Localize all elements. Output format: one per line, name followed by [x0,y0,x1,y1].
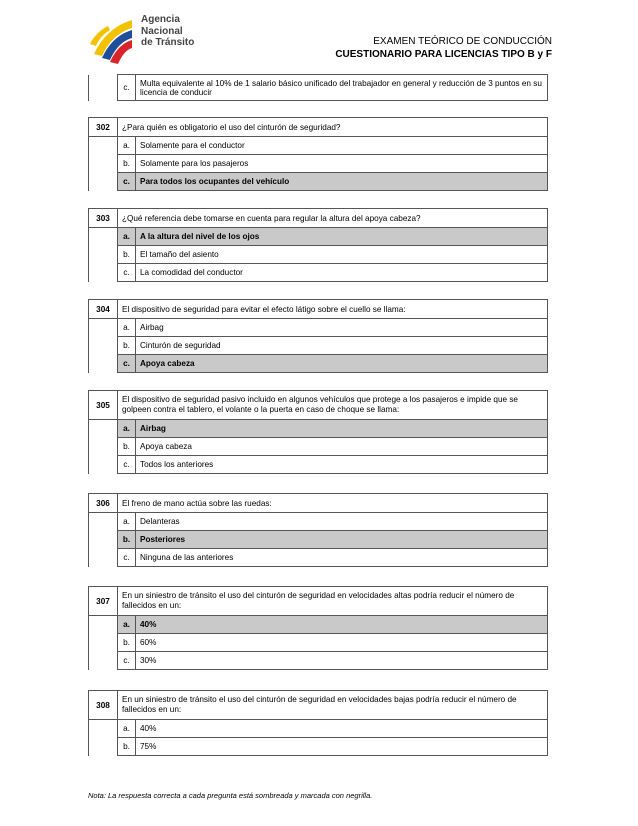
question-305 [88,390,548,474]
option-row [89,264,548,282]
option-text: El tamaño del asiento [136,246,548,264]
question-number: 308 [89,691,118,720]
option-letter: b. [118,337,136,355]
question-text: ¿Qué referencia debe tomarse en cuenta para regular la altura del apoya cabeza? [118,209,548,228]
question-row [89,691,548,720]
question-row [89,391,548,420]
option-letter: b. [118,155,136,173]
option-text: Posteriores [136,531,548,549]
option-text: La comodidad del conductor [136,264,548,282]
option-text: Apoya cabeza [136,355,548,373]
footer-note: Nota: La respuesta correcta a cada pregunta está sombreada y marcada con negrilla. [88,791,373,800]
option-row-correct [89,173,548,191]
question-303 [88,208,548,282]
question-number: 303 [89,209,118,228]
carryover-table [88,74,548,101]
option-letter: b. [118,246,136,264]
option-letter: a. [118,319,136,337]
question-302 [88,117,548,191]
option-row [89,75,548,101]
option-row [89,652,548,670]
option-text: Solamente para los pasajeros [136,155,548,173]
option-text: Apoya cabeza [136,438,548,456]
agency-name-line1: Agencia [141,14,180,25]
option-text: Cinturón de seguridad [136,337,548,355]
option-row [89,319,548,337]
question-number: 302 [89,118,118,137]
option-row [89,155,548,173]
option-text: Airbag [136,319,548,337]
question-text: El dispositivo de seguridad para evitar el efecto látigo sobre el cuello se llama: [118,300,548,319]
option-row-correct [89,420,548,438]
option-letter: b. [118,634,136,652]
option-letter: c. [118,173,136,191]
option-letter: c. [118,355,136,373]
option-letter: b. [118,438,136,456]
option-row-correct [89,355,548,373]
exam-subtitle: CUESTIONARIO PARA LICENCIAS TIPO B y F [335,49,552,60]
option-row [89,456,548,474]
option-row [89,438,548,456]
option-text: Ninguna de las anteriores [136,549,548,567]
option-letter: c. [118,264,136,282]
question-number: 306 [89,494,118,513]
option-row [89,738,548,756]
question-row [89,300,548,319]
question-text: En un siniestro de tránsito el uso del cinturón de seguridad en velocidades altas podría reducir el número de fallecidos en un: [118,587,548,616]
exam-title: EXAMEN TEÓRICO DE CONDUCCIÓN [373,36,552,47]
question-text: En un siniestro de tránsito el uso del cinturón de seguridad en velocidades bajas podría reducir el número de fallecidos en un: [118,691,548,720]
question-text: ¿Para quién es obligatorio el uso del cinturón de seguridad? [118,118,548,137]
option-text: 40% [136,616,548,634]
option-row-correct [89,616,548,634]
option-letter: b. [118,738,136,756]
option-row-correct [89,531,548,549]
option-text: A la altura del nivel de los ojos [136,228,548,246]
option-letter: c. [118,75,136,101]
question-304 [88,299,548,373]
option-row [89,634,548,652]
option-text: Delanteras [136,513,548,531]
question-text: El dispositivo de seguridad pasivo incluido en algunos vehículos que protege a los pasajeros e impide que se golpeen contra el tablero, el volante o la puerta en caso de choque se llama: [118,391,548,420]
option-row [89,513,548,531]
question-row [89,209,548,228]
option-letter: a. [118,616,136,634]
option-letter: a. [118,137,136,155]
option-letter: b. [118,531,136,549]
option-row [89,549,548,567]
question-text: El freno de mano actúa sobre las ruedas: [118,494,548,513]
option-text: 60% [136,634,548,652]
option-text: 75% [136,738,548,756]
question-row [89,118,548,137]
question-306 [88,493,548,567]
question-number: 304 [89,300,118,319]
option-text: Todos los anteriores [136,456,548,474]
option-letter: a. [118,720,136,738]
option-row [89,246,548,264]
option-letter: a. [118,228,136,246]
option-text: Multa equivalente al 10% de 1 salario básico unificado del trabajador en general y reducción de 3 puntos en su licencia de conducir [136,75,548,101]
option-letter: c. [118,652,136,670]
option-letter: c. [118,456,136,474]
option-row [89,137,548,155]
question-number: 307 [89,587,118,616]
option-text: Para todos los ocupantes del vehículo [136,173,548,191]
option-text: 40% [136,720,548,738]
option-letter: c. [118,549,136,567]
option-row [89,720,548,738]
question-number: 305 [89,391,118,420]
option-letter: a. [118,420,136,438]
question-row [89,494,548,513]
agency-name-line3: de Tránsito [141,37,195,48]
agency-name-line2: Nacional [141,25,183,37]
option-text: 30% [136,652,548,670]
question-308 [88,690,548,756]
option-text: Solamente para el conductor [136,137,548,155]
agency-name [141,14,194,49]
option-row [89,337,548,355]
option-text: Airbag [136,420,548,438]
question-307 [88,586,548,670]
question-row [89,587,548,616]
option-letter: a. [118,513,136,531]
option-row-correct [89,228,548,246]
